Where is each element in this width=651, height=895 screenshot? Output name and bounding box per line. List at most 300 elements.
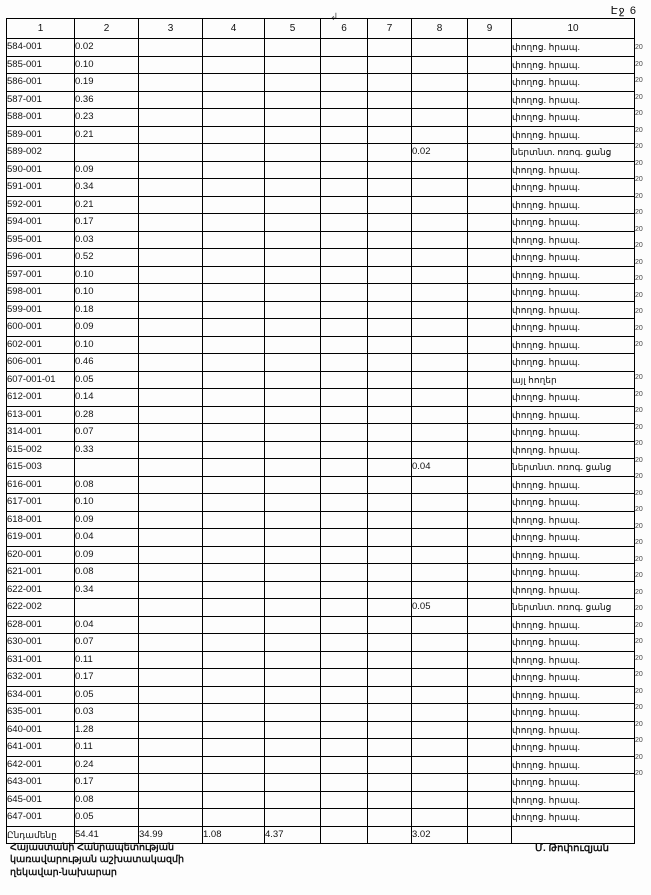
cell-col2: 0.02 [75, 39, 139, 57]
cell-col4 [203, 56, 265, 74]
cell-col8 [412, 126, 468, 144]
cell-col9 [468, 91, 512, 109]
cell-col4 [203, 231, 265, 249]
table-row [7, 336, 635, 354]
cell-col9 [468, 476, 512, 494]
cell-col5 [265, 424, 321, 442]
margin-mark: 20 [635, 159, 643, 167]
cell-col10: փողոց. հրապ. [512, 564, 635, 582]
table-row [7, 721, 635, 739]
table-row [7, 231, 635, 249]
cell-col1: 632-001 [7, 669, 75, 687]
cell-col1: 586-001 [7, 74, 75, 92]
cell-col3 [139, 144, 203, 162]
cell-col2: 0.04 [75, 616, 139, 634]
cell-col6 [321, 651, 368, 669]
cell-col3 [139, 476, 203, 494]
table-row [7, 389, 635, 407]
cell-col5 [265, 634, 321, 652]
cell-col3 [139, 249, 203, 267]
margin-mark: 20 [635, 687, 643, 695]
cell-col3 [139, 651, 203, 669]
cell-col8 [412, 406, 468, 424]
cell-col1: 621-001 [7, 564, 75, 582]
cell-col3 [139, 74, 203, 92]
cell-col9 [468, 424, 512, 442]
cell-col4 [203, 459, 265, 477]
cell-col6 [321, 511, 368, 529]
cell-col9 [468, 266, 512, 284]
cell-col7 [368, 196, 412, 214]
table-row [7, 179, 635, 197]
cell-col3 [139, 494, 203, 512]
cell-col3 [139, 774, 203, 792]
table-row [7, 756, 635, 774]
cell-col1: 622-002 [7, 599, 75, 617]
cell-col10: ներտնտ. ոռոգ. ցանց [512, 459, 635, 477]
cell-col6 [321, 371, 368, 389]
cell-col5 [265, 686, 321, 704]
total-cell-col5: 4.37 [265, 826, 321, 844]
cell-col5 [265, 144, 321, 162]
cell-col9 [468, 599, 512, 617]
table-row [7, 739, 635, 757]
cell-col4 [203, 599, 265, 617]
margin-mark: 20 [635, 143, 643, 150]
cell-col2: 0.24 [75, 756, 139, 774]
table-row [7, 371, 635, 389]
cell-col2: 0.11 [75, 739, 139, 757]
cell-col8 [412, 634, 468, 652]
margin-mark: 20 [635, 555, 643, 563]
cell-col2: 0.04 [75, 529, 139, 547]
cell-col9 [468, 39, 512, 57]
cell-col7 [368, 56, 412, 74]
cell-col1: 643-001 [7, 774, 75, 792]
cell-col10: փողոց. հրապ. [512, 424, 635, 442]
cell-col8 [412, 249, 468, 267]
cell-col8 [412, 686, 468, 704]
cell-col9 [468, 651, 512, 669]
cell-col9 [468, 774, 512, 792]
cell-col5 [265, 774, 321, 792]
cell-col3 [139, 599, 203, 617]
cell-col10: փողոց. հրապ. [512, 511, 635, 529]
table-row [7, 249, 635, 267]
cell-col4 [203, 336, 265, 354]
margin-mark: 20 [635, 456, 643, 464]
cell-col4 [203, 301, 265, 319]
cell-col8 [412, 809, 468, 827]
cell-col1: 585-001 [7, 56, 75, 74]
cell-col7 [368, 791, 412, 809]
cell-col2: 0.10 [75, 494, 139, 512]
cell-col1: 588-001 [7, 109, 75, 127]
table-row [7, 39, 635, 57]
cell-col10: փողոց. հրապ. [512, 91, 635, 109]
column-header-10: 10 [512, 19, 635, 39]
margin-mark: 20 [635, 93, 643, 101]
column-header-5: 5 [265, 19, 321, 39]
cell-col7 [368, 651, 412, 669]
cell-col3 [139, 371, 203, 389]
cell-col8 [412, 511, 468, 529]
cell-col10: փողոց. հրապ. [512, 74, 635, 92]
cell-col3 [139, 126, 203, 144]
cell-col7 [368, 441, 412, 459]
cell-col5 [265, 214, 321, 232]
cell-col1: 616-001 [7, 476, 75, 494]
cell-col1: 620-001 [7, 546, 75, 564]
cell-col9 [468, 74, 512, 92]
cell-col4 [203, 39, 265, 57]
margin-mark: 20 [635, 126, 643, 134]
top-tick-mark: ↲ [330, 12, 339, 23]
table-row [7, 161, 635, 179]
cell-col6 [321, 91, 368, 109]
cell-col8 [412, 564, 468, 582]
cell-col3 [139, 214, 203, 232]
cell-col5 [265, 319, 321, 337]
margin-mark: 20 [635, 506, 643, 513]
cell-col7 [368, 284, 412, 302]
cell-col5 [265, 179, 321, 197]
cell-col3 [139, 564, 203, 582]
cell-col8 [412, 791, 468, 809]
cell-col10: փողոց. հրապ. [512, 441, 635, 459]
cell-col7 [368, 389, 412, 407]
margin-mark: 20 [635, 720, 643, 728]
table-row [7, 301, 635, 319]
table-row [7, 686, 635, 704]
table-row [7, 564, 635, 582]
cell-col5 [265, 704, 321, 722]
cell-col7 [368, 74, 412, 92]
cell-col5 [265, 406, 321, 424]
cell-col6 [321, 739, 368, 757]
table-row [7, 144, 635, 162]
cell-col8 [412, 581, 468, 599]
cell-col1: 598-001 [7, 284, 75, 302]
cell-col2: 0.18 [75, 301, 139, 319]
cell-col7 [368, 319, 412, 337]
page-number: Էջ 6 [610, 5, 637, 17]
cell-col1: 606-001 [7, 354, 75, 372]
cell-col5 [265, 459, 321, 477]
cell-col1: 617-001 [7, 494, 75, 512]
column-header-8: 8 [412, 19, 468, 39]
cell-col6 [321, 39, 368, 57]
cell-col3 [139, 809, 203, 827]
cell-col2: 0.08 [75, 564, 139, 582]
table-row [7, 441, 635, 459]
cell-col3 [139, 39, 203, 57]
table-header-row [7, 19, 635, 39]
cell-col5 [265, 669, 321, 687]
cell-col10: փողոց. հրապ. [512, 389, 635, 407]
cell-col10: փողոց. հրապ. [512, 669, 635, 687]
cell-col5 [265, 756, 321, 774]
cell-col2 [75, 144, 139, 162]
table-row [7, 459, 635, 477]
footer-block [10, 842, 184, 880]
cell-col6 [321, 144, 368, 162]
cell-col7 [368, 179, 412, 197]
cell-col4 [203, 249, 265, 267]
cell-col3 [139, 336, 203, 354]
cell-col6 [321, 389, 368, 407]
cell-col8: 0.05 [412, 599, 468, 617]
cell-col5 [265, 301, 321, 319]
margin-mark: 20 [635, 341, 643, 348]
cell-col3 [139, 266, 203, 284]
margin-mark: 20 [635, 671, 643, 678]
cell-col2: 0.52 [75, 249, 139, 267]
total-cell-col8: 3.02 [412, 826, 468, 844]
cell-col2: 1.28 [75, 721, 139, 739]
cell-col4 [203, 441, 265, 459]
margin-mark: 20 [635, 291, 643, 299]
cell-col10: փողոց. հրապ. [512, 231, 635, 249]
margin-mark: 20 [635, 753, 643, 761]
cell-col10: փողոց. հրապ. [512, 109, 635, 127]
table-row [7, 546, 635, 564]
cell-col5 [265, 39, 321, 57]
cell-col2: 0.10 [75, 266, 139, 284]
cell-col5 [265, 529, 321, 547]
column-header-3: 3 [139, 19, 203, 39]
column-header-6: 6 [321, 19, 368, 39]
cell-col1: 599-001 [7, 301, 75, 319]
cell-col9 [468, 739, 512, 757]
cell-col5 [265, 599, 321, 617]
cell-col1: 592-001 [7, 196, 75, 214]
cell-col10: փողոց. հրապ. [512, 126, 635, 144]
total-cell-col2: 54.41 [75, 826, 139, 844]
cell-col3 [139, 529, 203, 547]
cell-col5 [265, 616, 321, 634]
cell-col5 [265, 389, 321, 407]
cell-col4 [203, 494, 265, 512]
cell-col6 [321, 809, 368, 827]
cell-col10: փողոց. հրապ. [512, 39, 635, 57]
cell-col6 [321, 721, 368, 739]
cell-col4 [203, 756, 265, 774]
table-row [7, 634, 635, 652]
cell-col4 [203, 406, 265, 424]
margin-mark: 20 [635, 621, 643, 629]
cell-col3 [139, 389, 203, 407]
cell-col1: 641-001 [7, 739, 75, 757]
cell-col1: 597-001 [7, 266, 75, 284]
cell-col8 [412, 319, 468, 337]
cell-col1: 615-002 [7, 441, 75, 459]
cell-col6 [321, 616, 368, 634]
margin-mark: 20 [635, 110, 643, 117]
cell-col5 [265, 564, 321, 582]
cell-col7 [368, 809, 412, 827]
footer-line-1: Հայաստանի Հանրապետության [10, 841, 174, 853]
cell-col9 [468, 109, 512, 127]
cell-col6 [321, 686, 368, 704]
cell-col4 [203, 774, 265, 792]
cell-col3 [139, 56, 203, 74]
cell-col8 [412, 301, 468, 319]
cell-col1: 640-001 [7, 721, 75, 739]
cell-col8 [412, 441, 468, 459]
margin-mark: 20 [635, 489, 643, 497]
cell-col6 [321, 319, 368, 337]
cell-col8 [412, 739, 468, 757]
cell-col8 [412, 616, 468, 634]
table-row [7, 214, 635, 232]
cell-col7 [368, 214, 412, 232]
cell-col3 [139, 721, 203, 739]
margin-mark: 20 [635, 308, 643, 315]
cell-col4 [203, 319, 265, 337]
total-cell-col9 [468, 826, 512, 844]
cell-col5 [265, 56, 321, 74]
cell-col5 [265, 651, 321, 669]
cell-col5 [265, 581, 321, 599]
margin-mark: 20 [635, 770, 643, 777]
cell-col10: փողոց. հրապ. [512, 756, 635, 774]
cell-col10: փողոց. հրապ. [512, 476, 635, 494]
cell-col7 [368, 581, 412, 599]
cell-col6 [321, 459, 368, 477]
cell-col2: 0.46 [75, 354, 139, 372]
cell-col6 [321, 476, 368, 494]
cell-col2: 0.14 [75, 389, 139, 407]
cell-col6 [321, 581, 368, 599]
cell-col1: 647-001 [7, 809, 75, 827]
cell-col6 [321, 494, 368, 512]
margin-mark: 20 [635, 209, 643, 216]
cell-col4 [203, 634, 265, 652]
cell-col8 [412, 179, 468, 197]
total-cell-col7 [368, 826, 412, 844]
cell-col3 [139, 581, 203, 599]
cell-col8 [412, 196, 468, 214]
table-row [7, 651, 635, 669]
cell-col5 [265, 791, 321, 809]
margin-mark: 20 [635, 522, 643, 530]
cell-col10: փողոց. հրապ. [512, 179, 635, 197]
cell-col10: փողոց. հրապ. [512, 581, 635, 599]
cell-col3 [139, 756, 203, 774]
cell-col9 [468, 791, 512, 809]
cell-col4 [203, 651, 265, 669]
cell-col10: փողոց. հրապ. [512, 406, 635, 424]
cell-col10: փողոց. հրապ. [512, 529, 635, 547]
cell-col2: 0.17 [75, 214, 139, 232]
cell-col2: 0.17 [75, 774, 139, 792]
table-row [7, 809, 635, 827]
cell-col9 [468, 389, 512, 407]
cell-col8 [412, 774, 468, 792]
cell-col8 [412, 546, 468, 564]
cell-col1: 615-003 [7, 459, 75, 477]
cell-col9 [468, 371, 512, 389]
cell-col4 [203, 809, 265, 827]
table-row [7, 494, 635, 512]
cell-col2: 0.03 [75, 231, 139, 249]
cell-col9 [468, 494, 512, 512]
table-body [7, 39, 635, 844]
cell-col6 [321, 599, 368, 617]
cell-col2: 0.21 [75, 126, 139, 144]
cell-col6 [321, 704, 368, 722]
margin-mark: 20 [635, 374, 643, 381]
table-row [7, 109, 635, 127]
cell-col9 [468, 249, 512, 267]
margin-mark: 20 [635, 225, 643, 233]
cell-col4 [203, 144, 265, 162]
cell-col6 [321, 301, 368, 319]
cell-col6 [321, 336, 368, 354]
margin-mark: 20 [635, 44, 643, 51]
cell-col2: 0.28 [75, 406, 139, 424]
cell-col2: 0.36 [75, 91, 139, 109]
cell-col4 [203, 686, 265, 704]
margin-mark: 20 [635, 242, 643, 249]
cell-col3 [139, 704, 203, 722]
cell-col7 [368, 511, 412, 529]
cell-col2: 0.09 [75, 511, 139, 529]
margin-mark: 20 [635, 588, 643, 596]
margin-mark: 20 [635, 654, 643, 662]
cell-col1: 619-001 [7, 529, 75, 547]
cell-col4 [203, 266, 265, 284]
cell-col7 [368, 634, 412, 652]
total-cell-col10 [512, 826, 635, 844]
cell-col5 [265, 126, 321, 144]
cell-col8 [412, 74, 468, 92]
footer-line-2: կառավարության աշխատակազմի [10, 854, 185, 865]
cell-col1: 590-001 [7, 161, 75, 179]
table-row [7, 319, 635, 337]
cell-col6 [321, 196, 368, 214]
cell-col5 [265, 511, 321, 529]
cell-col5 [265, 161, 321, 179]
cell-col5 [265, 354, 321, 372]
cell-col6 [321, 564, 368, 582]
table-row [7, 599, 635, 617]
cell-col8 [412, 56, 468, 74]
margin-mark: 20 [635, 324, 643, 332]
cell-col9 [468, 669, 512, 687]
cell-col2: 0.34 [75, 581, 139, 599]
cell-col5 [265, 494, 321, 512]
cell-col7 [368, 249, 412, 267]
cell-col9 [468, 144, 512, 162]
cell-col4 [203, 196, 265, 214]
cell-col7 [368, 266, 412, 284]
cell-col9 [468, 529, 512, 547]
cell-col2: 0.10 [75, 336, 139, 354]
cell-col7 [368, 91, 412, 109]
cell-col10: ներտնտ. ոռոգ. ցանց [512, 144, 635, 162]
margin-mark: 20 [635, 605, 643, 612]
cell-col3 [139, 546, 203, 564]
cell-col4 [203, 354, 265, 372]
cell-col8 [412, 39, 468, 57]
table-row [7, 354, 635, 372]
total-cell-col1: Ընդամենը [7, 826, 75, 844]
cell-col4 [203, 284, 265, 302]
cell-col3 [139, 231, 203, 249]
cell-col1: 634-001 [7, 686, 75, 704]
